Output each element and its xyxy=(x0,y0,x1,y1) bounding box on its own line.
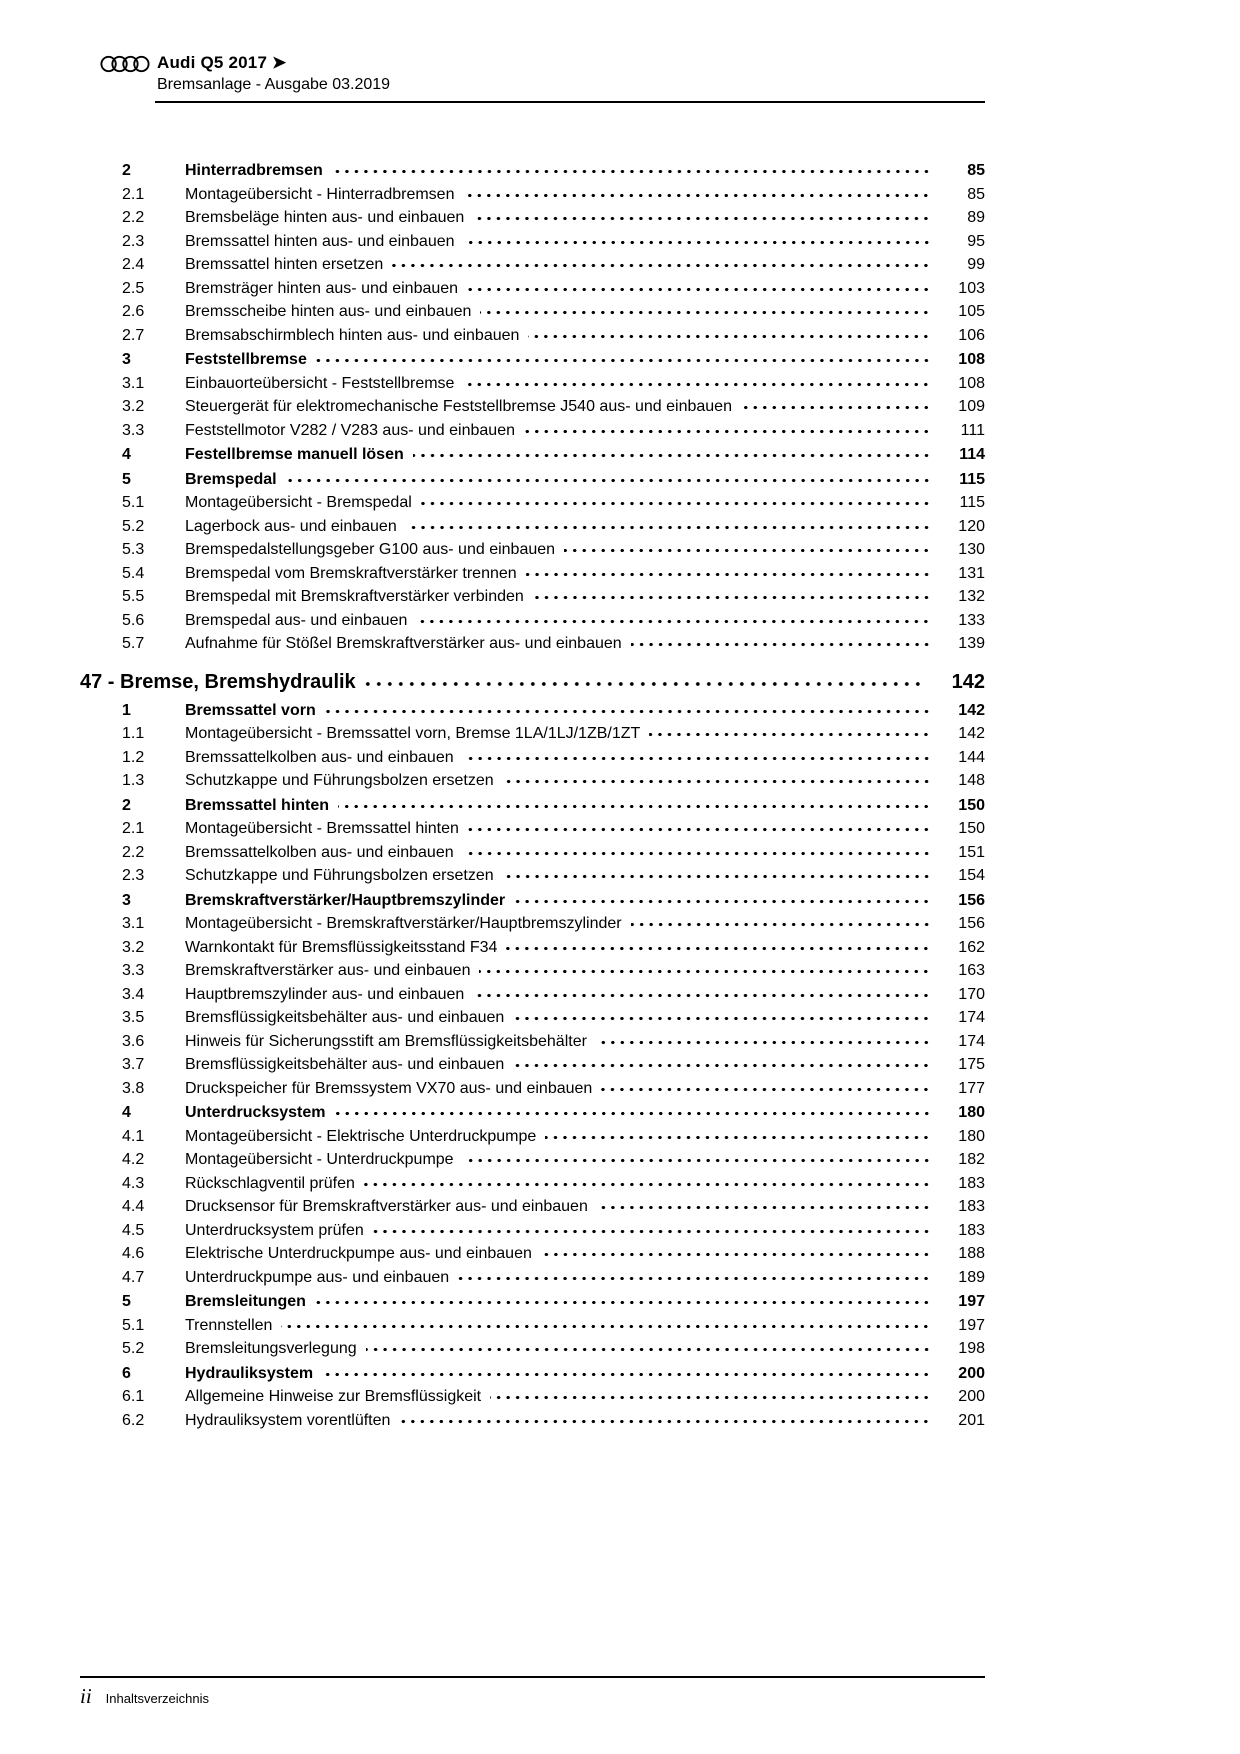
toc-entry-title: Bremspedal xyxy=(185,470,277,488)
toc-entry-number: 2.5 xyxy=(122,279,145,297)
toc-entry-page: 108 xyxy=(958,351,985,368)
toc-dotted-leader xyxy=(332,170,931,175)
toc-entry-number: 2.1 xyxy=(122,185,145,203)
toc-entry-number: 3.2 xyxy=(122,398,145,415)
toc-entry-number: 5.7 xyxy=(122,635,145,652)
toc-entry-page: 150 xyxy=(958,820,985,837)
toc-dotted-leader xyxy=(596,1041,931,1046)
toc-entry-title: Bremsleitungen xyxy=(185,1293,306,1310)
toc-entry-title: Montageübersicht - Bremskraftverstärker/Hauptbremszylinder xyxy=(185,915,622,932)
toc-entry-page: 200 xyxy=(958,1388,985,1405)
toc-entry xyxy=(80,841,985,865)
toc-entry-number: 5.5 xyxy=(122,588,145,605)
toc-entry xyxy=(80,159,985,183)
toc-entry xyxy=(80,538,985,562)
toc-entry-page: 132 xyxy=(958,588,985,605)
toc-entry-page: 99 xyxy=(967,256,985,273)
toc-entry-page: 130 xyxy=(958,541,985,558)
toc-entry-page: 142 xyxy=(951,670,985,693)
toc-entry xyxy=(80,983,985,1007)
footer-label: Inhaltsverzeichnis xyxy=(105,1691,209,1706)
toc-entry-number: 3.3 xyxy=(122,962,145,979)
toc-entry-number: 3.4 xyxy=(122,985,145,1003)
toc-entry-title: Allgemeine Hinweise zur Bremsflüssigkeit xyxy=(185,1388,482,1405)
toc-dotted-leader xyxy=(513,1064,931,1069)
toc-entry-page: 197 xyxy=(958,1316,985,1334)
toc-dotted-leader xyxy=(463,194,931,199)
toc-entry-page: 180 xyxy=(958,1104,985,1121)
toc-entry-page: 197 xyxy=(958,1293,985,1310)
document-subtitle: Bremsanlage - Ausgabe 03.2019 xyxy=(157,76,391,93)
toc-entry xyxy=(80,515,985,539)
toc-entry xyxy=(80,1030,985,1054)
toc-entry-page: 156 xyxy=(958,891,985,909)
toc-dotted-leader xyxy=(513,1017,931,1022)
toc-dotted-leader xyxy=(338,805,931,810)
toc-entry-page: 133 xyxy=(958,611,985,629)
toc-entry-number: 5 xyxy=(122,470,131,488)
toc-entry-page: 180 xyxy=(958,1127,985,1145)
toc-entry-title: Bremspedal vom Bremskraftverstärker trennen xyxy=(185,564,517,582)
toc-entry-page: 183 xyxy=(958,1174,985,1192)
toc-dotted-leader xyxy=(392,264,931,269)
toc-entry-page: 188 xyxy=(958,1245,985,1262)
toc-entry-title: Unterdruckpumpe aus- und einbauen xyxy=(185,1268,450,1286)
toc-entry-page: 200 xyxy=(958,1364,985,1382)
toc-entry-title: Schutzkappe und Führungsbolzen ersetzen xyxy=(185,772,494,789)
toc-entry-number: 4.2 xyxy=(122,1151,145,1168)
toc-entry-page: 115 xyxy=(959,470,985,488)
toc-entry-page: 114 xyxy=(959,446,985,463)
toc-entry-page: 142 xyxy=(958,701,985,719)
toc-entry-page: 120 xyxy=(958,517,985,535)
toc-entry-number: 5.1 xyxy=(122,494,145,511)
toc-entry-number: 5.2 xyxy=(122,1340,145,1357)
toc-entry xyxy=(80,348,985,372)
toc-entry-number: 6.2 xyxy=(122,1411,145,1429)
toc-entry-page: 109 xyxy=(958,398,985,415)
toc-dotted-leader xyxy=(322,1373,931,1378)
toc-entry-page: 156 xyxy=(958,915,985,932)
toc-entry-page: 189 xyxy=(958,1268,985,1286)
toc-entry-number: 4.5 xyxy=(122,1221,145,1239)
toc-dotted-leader xyxy=(467,288,931,293)
toc-entry xyxy=(80,585,985,609)
toc-entry-number: 6.1 xyxy=(122,1388,145,1405)
toc-entry xyxy=(80,230,985,254)
toc-entry-title: Bremssattelkolben aus- und einbauen xyxy=(185,843,454,861)
toc-entry xyxy=(80,1337,985,1361)
toc-dotted-leader xyxy=(597,1206,931,1211)
toc-dotted-leader xyxy=(631,923,931,928)
toc-entry-number: 4 xyxy=(122,1104,131,1121)
toc-entry-page: 174 xyxy=(958,1009,985,1026)
toc-entry xyxy=(80,1101,985,1125)
toc-entry xyxy=(80,722,985,746)
toc-entry-number: 3.5 xyxy=(122,1009,145,1026)
toc-entry-page: 201 xyxy=(958,1411,985,1429)
toc-entry xyxy=(80,609,985,633)
toc-entry-title: Bremspedal mit Bremskraftverstärker verbinden xyxy=(185,588,524,605)
toc-entry-page: 148 xyxy=(958,772,985,789)
toc-entry-number: 2.3 xyxy=(122,867,145,884)
toc-entry-page: 175 xyxy=(958,1056,985,1073)
toc-entry-number: 3.1 xyxy=(122,915,145,932)
toc-dotted-leader xyxy=(421,502,931,507)
toc-entry xyxy=(80,699,985,723)
toc-dotted-leader xyxy=(503,780,931,785)
toc-entry-number: 1 xyxy=(122,701,131,719)
toc-dotted-leader xyxy=(325,710,931,715)
toc-entry-title: Warnkontakt für Bremsflüssigkeitsstand F34 xyxy=(185,938,498,956)
toc-entry-title: Hydrauliksystem xyxy=(185,1364,314,1382)
toc-dotted-leader xyxy=(463,1159,931,1164)
toc-entry-number: 2.2 xyxy=(122,209,145,226)
footer-divider xyxy=(80,1676,985,1678)
toc-entry-number: 3.1 xyxy=(122,374,145,392)
toc-dotted-leader xyxy=(399,1420,931,1425)
toc-dotted-leader xyxy=(416,620,931,625)
header-text xyxy=(157,52,390,96)
toc-entry-number: 2 xyxy=(122,162,131,179)
toc-entry-number: 3.8 xyxy=(122,1079,145,1097)
toc-entry-title: Bremskraftverstärker aus- und einbauen xyxy=(185,962,471,979)
toc-entry xyxy=(80,794,985,818)
toc-entry-number: 5.3 xyxy=(122,541,145,558)
toc-entry-title: Elektrische Unterdruckpumpe aus- und einbauen xyxy=(185,1245,532,1262)
toc-entry-page: 95 xyxy=(967,232,985,250)
toc-entry xyxy=(80,746,985,770)
header-row xyxy=(80,52,985,96)
toc-entry xyxy=(80,443,985,467)
toc-entry-page: 139 xyxy=(958,635,985,652)
toc-entry xyxy=(80,889,985,913)
toc-entry xyxy=(80,864,985,888)
toc-entry xyxy=(80,372,985,396)
toc-dotted-leader xyxy=(545,1136,931,1141)
toc-entry-page: 177 xyxy=(958,1079,985,1097)
toc-entry-number: 3.3 xyxy=(122,421,145,439)
toc-entry-page: 106 xyxy=(958,326,985,344)
toc-entry-title: Montageübersicht - Hinterradbremsen xyxy=(185,185,455,203)
toc-entry xyxy=(80,491,985,515)
toc-entry-page: 198 xyxy=(958,1340,985,1357)
toc-entry-number: 5 xyxy=(122,1293,131,1310)
toc-dotted-leader xyxy=(364,1183,931,1188)
toc-entry-title: Drucksensor für Bremskraftverstärker aus- und einbauen xyxy=(185,1198,588,1215)
toc-entry-title: Bremsscheibe hinten aus- und einbauen xyxy=(185,303,472,320)
toc-entry-title: Unterdrucksystem prüfen xyxy=(185,1221,364,1239)
toc-entry xyxy=(80,1195,985,1219)
toc-entry xyxy=(80,183,985,207)
toc-entry xyxy=(80,769,985,793)
toc-entry-title: Aufnahme für Stößel Bremskraftverstärker aus- und einbauen xyxy=(185,635,622,652)
toc-entry-title: Montageübersicht - Elektrische Unterdruckpumpe xyxy=(185,1127,537,1145)
toc-entry-title: Einbauorteübersicht - Feststellbremse xyxy=(185,374,455,392)
toc-entry-page: 105 xyxy=(958,303,985,320)
toc-entry xyxy=(80,912,985,936)
toc-dotted-leader xyxy=(458,1277,931,1282)
toc-entry xyxy=(80,1362,985,1386)
toc-entry-title: Feststellbremse xyxy=(185,351,307,368)
toc-entry-page: 108 xyxy=(958,374,985,392)
toc-entry-number: 5.2 xyxy=(122,517,145,535)
toc-entry-number: 2 xyxy=(122,796,131,814)
audi-rings-logo xyxy=(100,55,150,73)
toc-entry xyxy=(80,1172,985,1196)
toc-entry-number: 5.1 xyxy=(122,1316,145,1334)
toc-entry-title: Schutzkappe und Führungsbolzen ersetzen xyxy=(185,867,494,884)
toc-entry-title: Bremsflüssigkeitsbehälter aus- und einbauen xyxy=(185,1056,505,1073)
toc-entry xyxy=(80,1053,985,1077)
toc-dotted-leader xyxy=(514,900,931,905)
toc-entry-title: Bremsflüssigkeitsbehälter aus- und einbauen xyxy=(185,1009,505,1026)
toc-entry-number: 4.3 xyxy=(122,1174,145,1192)
toc-entry xyxy=(80,669,985,695)
toc-dotted-leader xyxy=(468,828,931,833)
toc-dotted-leader xyxy=(528,335,931,340)
toc-entry-title: Rückschlagventil prüfen xyxy=(185,1174,355,1192)
toc-entry-page: 115 xyxy=(959,494,985,511)
toc-entry-page: 154 xyxy=(958,867,985,884)
toc-dotted-leader xyxy=(741,406,931,411)
toc-entry-title: Bremssattel hinten ersetzen xyxy=(185,256,384,273)
toc-entry-number: 3 xyxy=(122,351,131,368)
document-title: Audi Q5 2017 ➤ xyxy=(157,53,287,72)
toc-entry-title: Feststellmotor V282 / V283 aus- und einbauen xyxy=(185,421,515,439)
toc-entry xyxy=(80,206,985,230)
toc-entry xyxy=(80,959,985,983)
toc-entry xyxy=(80,1077,985,1101)
toc-entry xyxy=(80,1266,985,1290)
toc-dotted-leader xyxy=(564,549,931,554)
toc-entry-number: 1.2 xyxy=(122,748,145,766)
toc-entry-number: 4.6 xyxy=(122,1245,145,1262)
toc-entry-title: Festellbremse manuell lösen xyxy=(185,446,404,463)
toc-entry-number: 6 xyxy=(122,1364,131,1382)
toc-entry-number: 3.7 xyxy=(122,1056,145,1073)
toc-dotted-leader xyxy=(365,682,923,688)
toc-entry-number: 5.6 xyxy=(122,611,145,629)
toc-entry-title: Lagerbock aus- und einbauen xyxy=(185,517,397,535)
toc-entry-title: Montageübersicht - Unterdruckpumpe xyxy=(185,1151,454,1168)
page-footer xyxy=(80,1676,985,1709)
toc-entry xyxy=(80,817,985,841)
toc-entry-title: Hinterradbremsen xyxy=(185,162,323,179)
toc-dotted-leader xyxy=(413,454,931,459)
toc-entry-number: 4.7 xyxy=(122,1268,145,1286)
toc-entry-page: 144 xyxy=(958,748,985,766)
toc-entry-number: 4.1 xyxy=(122,1127,145,1145)
toc-dotted-leader xyxy=(315,1301,931,1306)
toc-entry xyxy=(80,1409,985,1433)
toc-entry-title: Unterdrucksystem xyxy=(185,1104,326,1121)
header-divider xyxy=(155,101,985,103)
toc-entry-title: Bremsleitungsverlegung xyxy=(185,1340,357,1357)
toc-entry-title: Montageübersicht - Bremssattel vorn, Bremse 1LA/1LJ/1ZB/1ZT xyxy=(185,725,641,742)
toc-entry xyxy=(80,468,985,492)
toc-entry-title: Bremsbeläge hinten aus- und einbauen xyxy=(185,209,465,226)
toc-entry xyxy=(80,1219,985,1243)
toc-entry-title: Trennstellen xyxy=(185,1316,273,1334)
toc-entry-title: Bremsabschirmblech hinten aus- und einbauen xyxy=(185,326,520,344)
toc-dotted-leader xyxy=(506,947,931,952)
toc-entry-page: 142 xyxy=(958,725,985,742)
toc-entry-number: 3 xyxy=(122,891,131,909)
toc-dotted-leader xyxy=(366,1348,931,1353)
toc-entry-number: 2.7 xyxy=(122,326,145,344)
toc-dotted-leader xyxy=(464,241,931,246)
toc-entry-title: Hydrauliksystem vorentlüften xyxy=(185,1411,391,1429)
toc-dotted-leader xyxy=(541,1253,931,1258)
toc-entry-title: 47 - Bremse, Bremshydraulik xyxy=(80,670,356,693)
toc-dotted-leader xyxy=(281,1325,931,1330)
toc-dotted-leader xyxy=(473,217,931,222)
toc-entry-number: 2.6 xyxy=(122,303,145,320)
toc-dotted-leader xyxy=(316,359,931,364)
toc-entry xyxy=(80,277,985,301)
toc-entry-number: 2.1 xyxy=(122,820,145,837)
toc-entry-page: 150 xyxy=(958,796,985,814)
toc-entry-title: Montageübersicht - Bremssattel hinten xyxy=(185,820,459,837)
toc-entry-title: Bremsträger hinten aus- und einbauen xyxy=(185,279,459,297)
toc-entry-number: 5.4 xyxy=(122,564,145,582)
toc-entry xyxy=(80,1314,985,1338)
toc-entry xyxy=(80,632,985,656)
toc-entry-title: Hinweis für Sicherungsstift am Bremsflüssigkeitsbehälter xyxy=(185,1032,587,1050)
toc-entry-page: 183 xyxy=(958,1198,985,1215)
toc-entry xyxy=(80,1006,985,1030)
toc-entry-page: 131 xyxy=(958,564,985,582)
toc-entry xyxy=(80,395,985,419)
toc-entry-number: 3.2 xyxy=(122,938,145,956)
toc-dotted-leader xyxy=(463,383,931,388)
toc-dotted-leader xyxy=(649,733,931,738)
toc-dotted-leader xyxy=(463,757,931,762)
toc-entry xyxy=(80,300,985,324)
toc-dotted-leader xyxy=(490,1396,931,1401)
toc-entry xyxy=(80,1148,985,1172)
toc-dotted-leader xyxy=(631,643,931,648)
toc-entry-page: 85 xyxy=(967,185,985,203)
toc-entry-title: Druckspeicher für Bremssystem VX70 aus- und einbauen xyxy=(185,1079,593,1097)
toc-entry-title: Hauptbremszylinder aus- und einbauen xyxy=(185,985,465,1003)
toc-entry-page: 182 xyxy=(958,1151,985,1168)
table-of-contents xyxy=(80,158,985,1432)
footer-row xyxy=(80,1684,985,1709)
toc-entry-number: 1.3 xyxy=(122,772,145,789)
toc-entry-title: Bremskraftverstärker/Hauptbremszylinder xyxy=(185,891,506,909)
toc-entry-title: Bremspedal aus- und einbauen xyxy=(185,611,408,629)
toc-dotted-leader xyxy=(479,970,931,975)
toc-entry-title: Bremssattel hinten xyxy=(185,796,330,814)
toc-entry-number: 1.1 xyxy=(122,725,145,742)
toc-entry-page: 85 xyxy=(967,162,985,179)
toc-entry-title: Bremssattelkolben aus- und einbauen xyxy=(185,748,454,766)
toc-dotted-leader xyxy=(480,311,931,316)
toc-entry-number: 2.2 xyxy=(122,843,145,861)
toc-entry xyxy=(80,324,985,348)
toc-entry-page: 163 xyxy=(958,962,985,979)
toc-entry-page: 162 xyxy=(958,938,985,956)
toc-entry xyxy=(80,562,985,586)
toc-dotted-leader xyxy=(473,994,931,999)
toc-entry-number: 2.3 xyxy=(122,232,145,250)
toc-entry-page: 151 xyxy=(958,843,985,861)
toc-dotted-leader xyxy=(406,526,931,531)
toc-entry-title: Steuergerät für elektromechanische Feststellbremse J540 aus- und einbauen xyxy=(185,398,732,415)
toc-entry xyxy=(80,1242,985,1266)
toc-entry xyxy=(80,253,985,277)
toc-entry-title: Montageübersicht - Bremspedal xyxy=(185,494,412,511)
toc-entry-number: 3.6 xyxy=(122,1032,145,1050)
toc-entry-page: 183 xyxy=(958,1221,985,1239)
toc-entry-number: 2.4 xyxy=(122,256,145,273)
toc-entry xyxy=(80,1385,985,1409)
toc-entry-title: Bremspedalstellungsgeber G100 aus- und einbauen xyxy=(185,541,556,558)
toc-entry xyxy=(80,419,985,443)
toc-entry-page: 174 xyxy=(958,1032,985,1050)
toc-dotted-leader xyxy=(533,596,931,601)
toc-entry-number: 4 xyxy=(122,446,131,463)
toc-dotted-leader xyxy=(526,573,931,578)
toc-dotted-leader xyxy=(335,1112,932,1117)
toc-entry-title: Bremssattel hinten aus- und einbauen xyxy=(185,232,455,250)
toc-entry-title: Bremssattel vorn xyxy=(185,701,316,719)
toc-entry-page: 111 xyxy=(960,421,985,439)
toc-dotted-leader xyxy=(463,852,931,857)
toc-dotted-leader xyxy=(503,875,931,880)
toc-entry-page: 89 xyxy=(967,209,985,226)
toc-dotted-leader xyxy=(524,430,931,435)
toc-entry xyxy=(80,936,985,960)
footer-page-number: ii xyxy=(80,1684,92,1708)
toc-entry xyxy=(80,1125,985,1149)
toc-dotted-leader xyxy=(601,1088,931,1093)
toc-dotted-leader xyxy=(373,1230,931,1235)
toc-entry-page: 103 xyxy=(958,279,985,297)
page-header xyxy=(80,52,985,103)
toc-entry xyxy=(80,1290,985,1314)
toc-entry-number: 4.4 xyxy=(122,1198,145,1215)
toc-entry-page: 170 xyxy=(958,985,985,1003)
toc-dotted-leader xyxy=(286,479,931,484)
